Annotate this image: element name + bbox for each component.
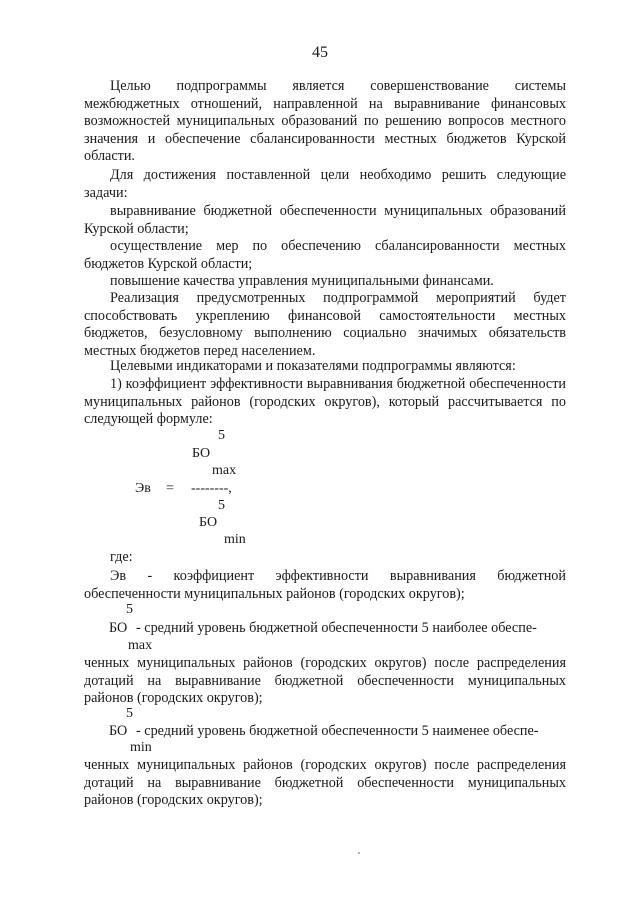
task-item-balance: осуществление мер по обеспечению сбалансированности местных бюджетов Курской области; (84, 238, 566, 272)
bo-min-sup: 5 (126, 706, 133, 721)
paragraph-tasks-intro: Для достижения поставленной цели необходимо решить следующие задачи: (84, 167, 566, 201)
formula-top-sup: 5 (218, 428, 225, 443)
bo-max-text-first: - средний уровень бюджетной обеспеченности 5 наиболее обеспе- (136, 620, 537, 636)
definition-ev: Эв - коэффициент эффективности выравнивания бюджетной обеспеченности муниципальных районов (городских округов); (84, 568, 566, 602)
bo-min-text-rest: ченных муниципальных районов (городских округов) после распределения дотаций на выравнивание бюджетной обеспеченности муниципальных районов (городских округов); (84, 757, 566, 809)
formula-equals: = (166, 481, 174, 496)
bo-min-sub: min (130, 740, 152, 755)
bo-max-text-rest: ченных муниципальных районов (городских округов) после распределения дотаций на выравнивание бюджетной обеспеченности муниципальных районов (городских округов); (84, 655, 566, 707)
formula-bottom-sup: 5 (218, 498, 225, 513)
where-label: где: (110, 549, 133, 565)
paragraph-goal: Целью подпрограммы является совершенствование системы межбюджетных отношений, направленной на выравнивание финансовых возможностей муниципальных образований по решению вопросов местного значения и обеспечение сбалансированности местных бюджетов Курской области. (84, 78, 566, 165)
task-item-equalization: выравнивание бюджетной обеспеченности муниципальных образований Курской области; (84, 203, 566, 237)
formula-bottom-base: БО (199, 515, 218, 530)
formula-bottom-sub: min (224, 532, 246, 547)
paragraph-indicators-intro: Целевыми индикаторами и показателями подпрограммы являются: (110, 358, 516, 374)
formula-top-sub: max (212, 463, 237, 478)
bo-max-sub: max (128, 638, 153, 653)
bo-max-base: БО (109, 620, 128, 636)
paragraph-implementation: Реализация предусмотренных подпрограммой мероприятий будет способствовать укреплению финансовой самостоятельности местных бюджетов, безусловному выполнению социально значимых обязательств местных бюджетов перед населением. (84, 290, 566, 359)
formula-top-base: БО (192, 446, 211, 461)
scan-artifact (358, 852, 360, 854)
paragraph-indicator-1: 1) коэффициент эффективности выравнивания бюджетной обеспеченности муниципальных районов (городских округов), который рассчитывается по следующей формуле: (84, 376, 566, 428)
task-item-management: повышение качества управления муниципальными финансами. (110, 273, 494, 289)
bo-min-base: БО (109, 723, 128, 739)
bo-max-sup: 5 (126, 602, 133, 617)
formula-fraction-bar: --------, (191, 481, 232, 496)
page-number: 45 (312, 44, 328, 61)
formula-lhs: Эв (135, 481, 151, 496)
bo-min-text-first: - средний уровень бюджетной обеспеченности 5 наименее обеспе- (136, 723, 539, 739)
